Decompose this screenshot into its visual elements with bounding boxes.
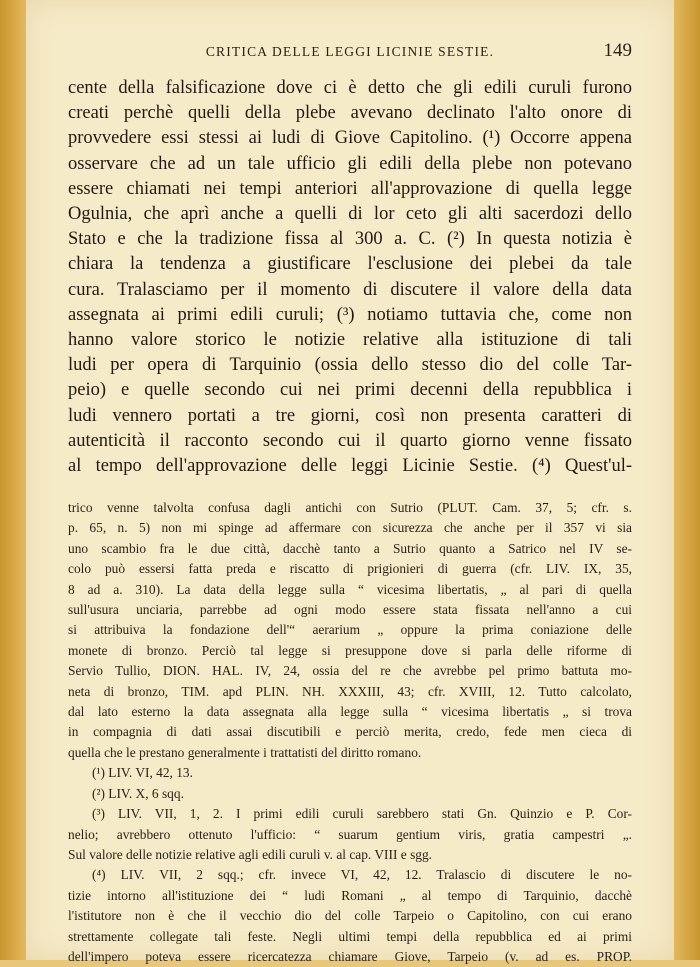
text-line: al tempo dell'approvazione delle leggi Licinie Sestie. (⁴) Quest'ul- — [68, 456, 632, 477]
text-line: assegnata ai primi edili curuli; (³) notiamo tuttavia che, come non — [68, 304, 632, 325]
footnote-continuation-line: monete di bronzo. Perciò tal legge si presuppone dove si parla delle riforme di — [68, 642, 632, 658]
footnote-continuation-line: trico venne talvolta confusa dagli antichi con Sutrio (PLUT. Cam. 37, 5; cfr. s. — [68, 500, 632, 515]
running-title: CRITICA DELLE LEGGI LICINIE SESTIE. — [205, 44, 495, 59]
text-line: autenticità il racconto secondo cui il quarto giorno venne fissato — [68, 430, 632, 451]
page-edge-left — [0, 0, 26, 960]
text-line: cura. Tralasciamo per il momento di discutere il valore della data — [68, 279, 632, 300]
footnote-1: (¹) LIV. VI, 42, 13. — [92, 765, 193, 781]
text-line: Ogulnia, che aprì anche a quelli di lor ceto gli alti sacerdozi dello — [68, 204, 632, 225]
footnote-2: (²) LIV. X, 6 sqq. — [92, 785, 184, 801]
text-line: ludi per opera di Tarquinio (ossia dello stesso dio del colle Tar- — [68, 355, 632, 376]
text-line: hanno valore storico le notizie relative alla istituzione di tali — [68, 330, 632, 351]
footnote-continuation-line: si attribuiva la fondazione dell'“ aerarium „ oppure la prima coniazione delle — [68, 622, 632, 638]
page-header — [68, 40, 632, 68]
footnote-4-line: l'istitutore non è che il vecchio dio del colle Tarpeio o Capitolino, con cui erano — [68, 908, 632, 924]
footnote-4-line: strettamente collegate tali feste. Negli ultimi tempi della repubblica ed ai primi — [68, 928, 632, 944]
footnote-continuation-line: neta di bronzo, TIM. apd PLIN. NH. XXXIII, 43; cfr. XVIII, 12. Tutto calcolato, — [68, 683, 632, 699]
footnote-continuation-line: colo può essersi fatta preda e riscatto di prigionieri di guerra (cfr. LIV. IX, 35, — [68, 561, 632, 577]
footnote-continuation-line: sull'usura unciaria, parrebbe ad ogni modo essere stata fissata nell'anno a cui — [68, 602, 632, 618]
text-line: cente della falsificazione dove ci è detto che gli edili curuli furono — [68, 78, 632, 98]
page-number: 149 — [603, 40, 632, 61]
footnote-4-line: dell'impero poteva essere ricercatezza chiamare Giove, Tarpeio (v. ad es. PROP. — [68, 948, 632, 964]
text-line: chiara la tendenza a giustificare l'esclusione dei plebei da tale — [68, 254, 632, 275]
footnote-3-line: nelio; avrebbero ottenuto l'ufficio: “ suarum gentium viris, gratia campestri „. — [68, 826, 632, 842]
text-line: essere chiamati nei tempi anteriori all'approvazione di quella legge — [68, 178, 632, 199]
text-line: creati perchè quelli della plebe avevano declinato l'alto onore di — [68, 103, 632, 124]
book-page — [26, 0, 674, 964]
text-line: Stato e che la tradizione fissa al 300 a. C. (²) In questa notizia è — [68, 229, 632, 250]
footnote-4-line: tizie intorno all'istituzione dei “ ludi Romani „ al tempo di Tarquinio, dacchè — [68, 887, 632, 903]
footnote-continuation-line: p. 65, n. 5) non mi spinge ad affermare con sicurezza che anche per il 357 vi sia — [68, 520, 632, 536]
footnote-continuation-line: dal lato esterno la data assegnata alla legge sulla “ vicesima libertatis „ si trova — [68, 704, 632, 720]
footnote-continuation-line: 8 ad a. 310). La data della legge sulla “ vicesima libertatis, „ al pari di quella — [68, 581, 632, 597]
footnote-continuation-line: in compagnia di dati assai discutibili e perciò merita, credo, fede men cieca di — [68, 724, 632, 740]
text-line: osservare che ad un tale ufficio gli edili della plebe non potevano — [68, 153, 632, 174]
footnotes — [68, 498, 632, 967]
footnote-continuation-line: Servio Tullio, DION. HAL. IV, 24, ossia del re che avrebbe pel primo battuta mo- — [68, 663, 632, 679]
footnote-4: (⁴) LIV. VII, 2 sqq.; cfr. invece VI, 42, 12. Tralascio di discutere le no- — [92, 867, 632, 883]
text-line: ludi vennero portati a tre giorni, così non presenta caratteri di — [68, 405, 632, 426]
text-line: peio) e quelle secondo cui nei primi decenni della repubblica i — [68, 380, 632, 401]
page-edge-right — [674, 0, 700, 960]
footnote-continuation-line: quella che le prestano generalmente i trattatisti del diritto romano. — [68, 744, 422, 760]
footnote-3-line: Sul valore delle notizie relative agli edili curuli v. al cap. VIII e sgg. — [68, 846, 433, 862]
main-text — [68, 76, 632, 479]
footnote-continuation-line: uno scambio fra le due città, dacchè tanto a Sutrio quanto a Satrico nel IV se- — [68, 540, 632, 556]
footnote-3: (³) LIV. VII, 1, 2. I primi edili curuli sarebbero stati Gn. Quinzio e P. Cor- — [92, 806, 632, 822]
text-line: provvedere essi stessi ai ludi di Giove Capitolino. (¹) Occorre appena — [68, 128, 632, 149]
